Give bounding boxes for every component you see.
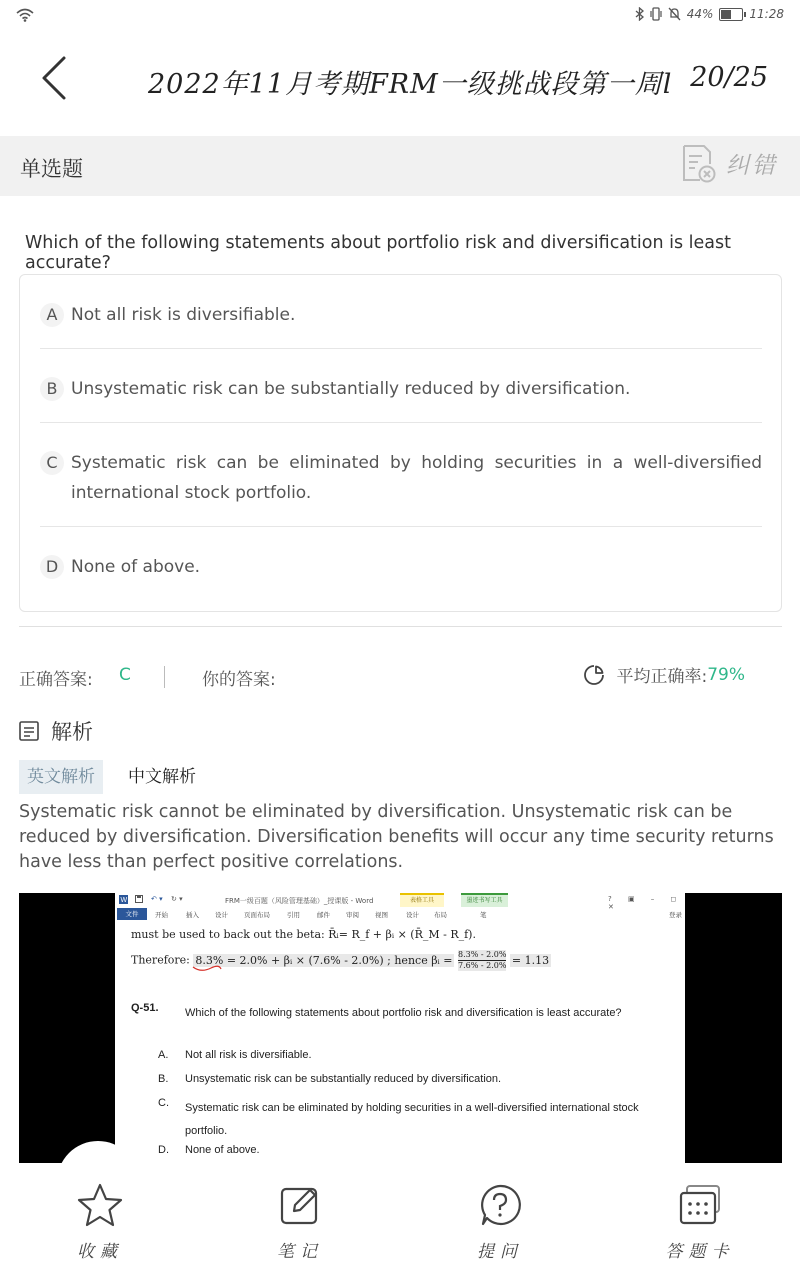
- doc-question-number: Q-51.: [131, 1002, 159, 1014]
- doc-result-value: = 1.13: [511, 953, 550, 967]
- doc-option-text: None of above.: [185, 1144, 260, 1156]
- option-letter: A: [40, 303, 64, 327]
- your-answer-label: 你的答案:: [202, 670, 276, 690]
- doc-fraction-denominator: 7.6% - 2.0%: [457, 961, 507, 970]
- question-bubble-icon: [478, 1183, 522, 1227]
- question-type-label: 单选题: [20, 157, 83, 181]
- doc-option-text: Not all risk is diversifiable.: [185, 1049, 312, 1061]
- bottom-nav: [0, 1163, 800, 1280]
- question-text: Which of the following statements about portfolio risk and diversification is least accurate?: [25, 233, 731, 273]
- analysis-title: 解析: [51, 720, 93, 744]
- question-type-bar: [0, 136, 800, 196]
- analysis-text: Systematic risk cannot be eliminated by diversification. Unsystematic risk can be reduced by diversification. Diversification benefits will occur any time security returns have less than perfect positive correlations.: [19, 802, 774, 872]
- svg-text:W: W: [120, 897, 128, 904]
- report-error-label: 纠错: [726, 152, 778, 179]
- analysis-image: [19, 893, 782, 1163]
- doc-option-letter: A.: [158, 1049, 169, 1061]
- bluetooth-icon: [635, 7, 644, 21]
- doc-highlighted-formula: 8.3% = 2.0% + βᵢ × (7.6% - 2.0%) ; hence βᵢ =: [195, 953, 453, 967]
- ribbon-tab: 设计: [406, 911, 419, 919]
- option-letter: C: [40, 451, 64, 475]
- word-logo-icon: [119, 895, 128, 904]
- word-login-label: 登录: [669, 911, 682, 919]
- doc-therefore-label: Therefore:: [131, 953, 194, 967]
- battery-fill: [721, 10, 731, 19]
- star-icon: [77, 1183, 123, 1227]
- section-divider: [19, 626, 782, 627]
- tab-chinese-analysis[interactable]: 中文解析: [128, 767, 196, 787]
- option-letter: D: [40, 555, 64, 579]
- notes-button[interactable]: [250, 1183, 350, 1262]
- document-list-icon: [19, 721, 39, 741]
- average-accuracy-label: 平均正确率:: [616, 667, 708, 687]
- red-ink-underline: [191, 961, 227, 973]
- answer-separator: [164, 666, 165, 688]
- answer-row: [19, 662, 781, 692]
- word-ribbon: [115, 907, 685, 920]
- ribbon-tab: 布局: [434, 911, 447, 919]
- ask-label: 提问: [477, 1242, 523, 1262]
- doc-option-letter: C.: [158, 1097, 169, 1109]
- mute-bell-icon: [668, 7, 681, 21]
- embedded-word-document: [115, 893, 685, 1163]
- option-d[interactable]: [40, 554, 762, 582]
- doc-option-text: Systematic risk can be eliminated by holding securities in a well-diversified international stock portfolio.: [185, 1102, 639, 1137]
- ribbon-tab: 文件: [117, 908, 147, 920]
- ink-tools-label: 墨迹书写工具: [461, 893, 508, 907]
- option-a[interactable]: [40, 302, 762, 330]
- ribbon-tab: 页面布局: [244, 911, 270, 919]
- question-progress: 20/25: [690, 62, 768, 93]
- doc-fraction: [458, 950, 506, 971]
- header: [0, 34, 800, 134]
- vibrate-icon: [650, 7, 662, 21]
- options-card: [19, 274, 782, 612]
- favorite-button[interactable]: [50, 1183, 150, 1262]
- favorite-label: 收藏: [77, 1242, 123, 1262]
- option-text: Unsystematic risk can be substantially reduced by diversification.: [71, 379, 631, 399]
- word-title-bar: [115, 893, 685, 911]
- doc-option-letter: B.: [158, 1073, 169, 1085]
- status-bar: [0, 0, 800, 34]
- option-text: Not all risk is diversifiable.: [71, 305, 296, 325]
- doc-formula-line: must be used to back out the beta: R̄ᵢ= R_f + βᵢ × (R̄_M - R_f).: [131, 928, 476, 941]
- average-accuracy: [584, 662, 745, 687]
- battery-icon: [719, 8, 743, 21]
- ribbon-tab: 插入: [186, 911, 199, 919]
- ribbon-tab: 开始: [155, 911, 168, 919]
- ribbon-tab: 笔: [480, 911, 487, 919]
- option-letter: B: [40, 377, 64, 401]
- save-icon: [135, 895, 143, 903]
- divider: [40, 526, 762, 527]
- divider: [40, 348, 762, 349]
- report-error-icon: [678, 142, 718, 184]
- doc-option-letter: D.: [158, 1144, 169, 1156]
- correct-answer-label: 正确答案:: [19, 670, 93, 690]
- ask-button[interactable]: [450, 1183, 550, 1262]
- pie-chart-icon: [584, 665, 604, 685]
- ribbon-tab: 邮件: [317, 911, 330, 919]
- option-c[interactable]: [40, 450, 762, 508]
- correct-answer-value: C: [119, 665, 131, 685]
- option-b[interactable]: [40, 376, 762, 404]
- ribbon-tab: 视图: [375, 911, 388, 919]
- answer-card-label: 答题卡: [665, 1242, 735, 1262]
- clock: 11:28: [749, 7, 784, 21]
- word-window-title: FRM一级百题（风险管理基础）_授课版 - Word: [225, 897, 374, 905]
- window-controls-icon: ? ▣ – ◻ ✕: [608, 895, 684, 911]
- redo-icon: ↻ ▾: [171, 895, 183, 903]
- notes-label: 笔记: [277, 1242, 323, 1262]
- undo-icon: ↶ ▾: [151, 895, 163, 903]
- battery-percent: 44%: [686, 7, 714, 21]
- page-title: 2022年11月考期FRM一级挑战段第一周l: [148, 69, 673, 100]
- table-tools-label: 表格工具: [400, 893, 444, 907]
- ribbon-tab: 引用: [287, 911, 300, 919]
- doc-option-text: Unsystematic risk can be substantially reduced by diversification.: [185, 1073, 502, 1085]
- report-error-button[interactable]: [678, 142, 778, 184]
- ribbon-tab: 设计: [215, 911, 228, 919]
- average-accuracy-value: 79%: [707, 664, 745, 685]
- note-edit-icon: [278, 1183, 322, 1227]
- answer-card-button[interactable]: [650, 1183, 750, 1262]
- back-arrow-icon[interactable]: [34, 52, 78, 104]
- option-text: None of above.: [71, 557, 201, 577]
- ribbon-tab: 审阅: [346, 911, 359, 919]
- analysis-header: [19, 716, 93, 746]
- divider: [40, 422, 762, 423]
- doc-fraction-numerator: 8.3% - 2.0%: [457, 950, 507, 959]
- option-text: Systematic risk can be eliminated by holding securities in a well-diversified international stock portfolio.: [71, 453, 762, 503]
- wifi-icon: [16, 8, 34, 22]
- tab-english-analysis[interactable]: 英文解析: [19, 760, 103, 794]
- answer-card-icon: [677, 1183, 723, 1227]
- doc-question-text: Which of the following statements about portfolio risk and diversification is least accurate?: [185, 1007, 622, 1019]
